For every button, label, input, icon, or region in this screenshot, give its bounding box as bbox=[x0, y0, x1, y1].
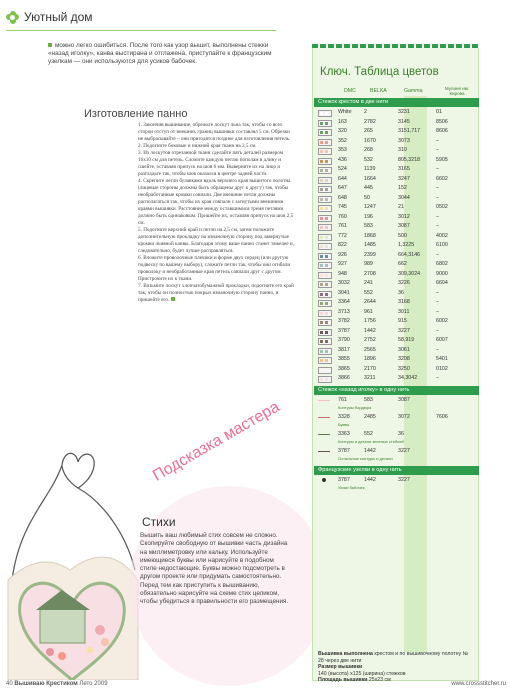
bullet-square-icon bbox=[48, 43, 52, 47]
cell-belka: 583 bbox=[364, 223, 373, 229]
cell-belka: 241 bbox=[364, 280, 373, 286]
cell-dmc: 3855 bbox=[338, 356, 350, 362]
cell-dmc: White bbox=[338, 109, 352, 115]
cell-gamma: 662 bbox=[398, 261, 407, 267]
cell-gamma: 3226 bbox=[398, 280, 410, 286]
cell-dmc: 3041 bbox=[338, 289, 350, 296]
thread-symbol-icon bbox=[318, 196, 332, 203]
thread-symbol-icon bbox=[318, 148, 332, 155]
section-french-knots: Французские узелки в одну нить bbox=[314, 466, 479, 475]
cell-dmc: 524 bbox=[338, 166, 347, 172]
cell-dmc: 745 bbox=[338, 204, 347, 210]
cell-kirova: 0102 bbox=[436, 365, 448, 372]
cell-dmc: 926 bbox=[338, 251, 347, 258]
cell-kirova: – bbox=[436, 375, 439, 381]
cell-kirova: – bbox=[436, 299, 439, 305]
thread-symbol-icon bbox=[318, 281, 332, 288]
backstitch-line-icon bbox=[318, 451, 330, 452]
cell-belka: 2644 bbox=[364, 299, 376, 305]
cell-gamma: 58,919 bbox=[398, 337, 415, 343]
thread-symbol-icon bbox=[318, 357, 332, 364]
cell-dmc: 353 bbox=[338, 147, 347, 153]
cell-gamma: 3087 bbox=[398, 396, 410, 403]
row-caption: Остальные контуры и детали bbox=[338, 455, 393, 461]
thread-symbol-icon bbox=[318, 338, 332, 345]
cell-kirova: 6002 bbox=[436, 318, 448, 324]
step-7: 7. Возьмите лоскут хлопчатобумажной прокладки, подогните его край так, чтобы он полностью покрыл изнаночную сторону панно, и пришейте его. bbox=[138, 283, 294, 303]
cell-kirova: – bbox=[436, 166, 439, 172]
cell-gamma: 3061 bbox=[398, 346, 410, 353]
section-title: Уютный дом bbox=[24, 10, 93, 24]
step-1: 1. Закончив вышивание, обрежьте лоскут льна так, чтобы со всех сторон отступ от внешних границ вышивки составлял 5 см. Обрезки не выбрасывайте – они пригодятся позднее для изготовления петель. bbox=[138, 122, 291, 142]
cell-kirova: 9000 bbox=[436, 270, 448, 277]
cell-belka: 1442 bbox=[364, 476, 376, 483]
cell-kirova: 6100 bbox=[436, 242, 448, 248]
cell-belka: 1139 bbox=[364, 166, 376, 172]
cell-dmc: 761 bbox=[338, 396, 347, 403]
legend-row bbox=[314, 317, 475, 327]
cell-belka: 1442 bbox=[364, 327, 376, 334]
legend-title: Ключ. Таблица цветов bbox=[320, 66, 439, 78]
cell-belka: 532 bbox=[364, 156, 373, 163]
thread-symbol-icon bbox=[318, 215, 332, 222]
legend-row bbox=[314, 260, 475, 270]
cell-kirova: 8606 bbox=[436, 128, 448, 134]
cell-kirova: 7606 bbox=[436, 413, 448, 420]
thread-symbol-icon bbox=[318, 367, 332, 374]
cell-belka: 2708 bbox=[364, 270, 376, 277]
cell-dmc: 948 bbox=[338, 270, 347, 277]
cell-belka: 445 bbox=[364, 185, 373, 191]
cell-gamma: 3087 bbox=[398, 223, 410, 229]
cell-dmc: 3328 bbox=[338, 413, 350, 420]
thread-symbol-icon bbox=[318, 110, 332, 117]
hanger-heart bbox=[62, 454, 94, 488]
cell-gamma: 3011 bbox=[398, 308, 410, 315]
cell-gamma: 3208 bbox=[398, 356, 410, 362]
cell-belka: 2 bbox=[364, 109, 367, 115]
cell-dmc: 163 bbox=[338, 118, 347, 125]
header-divider bbox=[6, 30, 276, 31]
intro-text: можно легко ошибиться. После того как узор вышит, выполнены стежки «назад иголку», канва выстирана и отглажена, приступайте к французским узелкам — они используются для усиков бабочек. bbox=[48, 42, 272, 66]
cell-kirova: 5401 bbox=[436, 356, 448, 362]
row-caption: Контуры и детали зеленых стеблей bbox=[338, 438, 404, 444]
tip-heading: Стихи bbox=[142, 515, 176, 529]
col-mouline: Мулине им. Кирова bbox=[444, 86, 470, 96]
thread-symbol-icon bbox=[318, 177, 332, 184]
cell-kirova: 6604 bbox=[436, 280, 448, 286]
row-caption: Буквы bbox=[338, 421, 350, 427]
col-dmc: DMC bbox=[344, 88, 356, 94]
row-caption: Усики бабочек bbox=[338, 484, 365, 490]
cell-kirova: 8506 bbox=[436, 118, 448, 125]
legend-row bbox=[314, 289, 475, 299]
legend-row bbox=[314, 396, 475, 413]
cell-kirova: – bbox=[436, 327, 439, 334]
backstitch-line-icon bbox=[318, 434, 330, 435]
thread-symbol-icon bbox=[318, 310, 332, 317]
cell-kirova: – bbox=[436, 147, 439, 153]
cell-gamma: 3227 bbox=[398, 476, 410, 483]
cell-dmc: 3787 bbox=[338, 447, 350, 454]
cell-dmc: 3817 bbox=[338, 346, 350, 353]
step-3: 3. Из лоскутов отрезанной ткани сделайте пять деталей размером 16х10 см для петель. Сложите каждую петлю пополам в длину и сшейте, оставляя припуск на шов 6 мм. Выверните их на лицо и разгладьте так, чтобы шов оказался в центре задней части. bbox=[138, 150, 284, 177]
legend-row bbox=[314, 476, 475, 493]
cell-dmc: 644 bbox=[338, 175, 347, 182]
cell-dmc: 3782 bbox=[338, 318, 350, 324]
legend-summary: Вышивка выполнена крестом и по вышивочному полотну № 28 через две нити Размер вышивки 140 (высота) х125 (ширина) стежков Площадь вышивки 25х23 см bbox=[318, 651, 469, 683]
cell-gamma: 3227 bbox=[398, 447, 410, 454]
cell-belka: 961 bbox=[364, 308, 373, 315]
cell-belka: 2565 bbox=[364, 346, 376, 353]
legend-row bbox=[314, 251, 475, 261]
legend-row bbox=[314, 374, 475, 384]
thread-symbol-icon bbox=[318, 205, 332, 212]
legend-row bbox=[314, 127, 475, 137]
legend-row bbox=[314, 156, 475, 166]
tip-label: Подсказка мастера bbox=[150, 398, 283, 485]
legend-row bbox=[314, 241, 475, 251]
cell-kirova: – bbox=[436, 289, 439, 296]
cell-gamma: 152 bbox=[398, 185, 407, 191]
cell-dmc: 3363 bbox=[338, 430, 350, 437]
cell-belka: 3211 bbox=[364, 375, 376, 381]
house-icon bbox=[40, 608, 85, 643]
cell-belka: 2782 bbox=[364, 118, 376, 125]
panel-heading: Изготовление панно bbox=[84, 108, 188, 120]
cell-gamma: 3151,717 bbox=[398, 128, 421, 134]
thread-symbol-icon bbox=[318, 319, 332, 326]
cell-dmc: 3866 bbox=[338, 375, 350, 381]
cell-belka: 552 bbox=[364, 430, 373, 437]
cell-belka: 1868 bbox=[364, 232, 376, 239]
thread-symbol-icon bbox=[318, 253, 332, 260]
instructions bbox=[138, 122, 296, 304]
cell-gamma: 500 bbox=[398, 232, 407, 239]
cell-belka: 989 bbox=[364, 261, 373, 267]
heart-sampler-illustration bbox=[0, 430, 140, 680]
intro-paragraph bbox=[48, 42, 273, 67]
cell-gamma: 34,3042 bbox=[398, 375, 418, 381]
cell-dmc: 3032 bbox=[338, 280, 350, 286]
thread-symbol-icon bbox=[318, 120, 332, 127]
cell-kirova: 01 bbox=[436, 109, 442, 115]
legend-row bbox=[314, 203, 475, 213]
step-5: 5. Подогните верхний край и петли на 2,5 см, затем положите дополнительную прокладку на изнаночную сторону под завернутые кромки льняной канвы. Благодаря этому ваше панно станет тяжелее и, следовательно, будет лучше расправляться. bbox=[138, 227, 294, 254]
cell-dmc: 3787 bbox=[338, 476, 350, 483]
thread-symbol-icon bbox=[318, 272, 332, 279]
legend-row bbox=[314, 213, 475, 223]
legend-row bbox=[314, 165, 475, 175]
cell-belka: 1664 bbox=[364, 175, 376, 182]
cell-dmc: 761 bbox=[338, 223, 347, 229]
legend-columns bbox=[320, 88, 475, 97]
cell-dmc: 3787 bbox=[338, 327, 350, 334]
cell-belka: 1896 bbox=[364, 356, 376, 362]
cell-gamma: 664,3146 bbox=[398, 251, 421, 258]
cell-belka: 583 bbox=[364, 396, 373, 403]
cell-belka: 2752 bbox=[364, 337, 376, 343]
cell-gamma: 1,3225 bbox=[398, 242, 415, 248]
legend-row bbox=[314, 327, 475, 337]
thread-symbol-icon bbox=[318, 234, 332, 241]
legend-row bbox=[314, 118, 475, 128]
thread-symbol-icon bbox=[318, 158, 332, 165]
legend-row bbox=[314, 346, 475, 356]
thread-symbol-icon bbox=[318, 167, 332, 174]
tip-text: Вышить ваш любимый стих совсем не сложно. Скопируйте свободную от вышивки часть дизайна на миллиметровку или кальку. Используйте имеющиеся буквы или нарисуйте в подобном стиле недостающие. Буквы можно подсмотреть в другом проекте или придумать самостоятельно. Перед тем как приступить к вышиванию, обязательно нарисуйте на схеме стих целиком, чтобы убедиться в правильности его размещения. bbox=[140, 532, 289, 606]
cell-kirova: – bbox=[436, 346, 439, 353]
thread-symbol-icon bbox=[318, 348, 332, 355]
cell-gamma: 3231 bbox=[398, 109, 410, 115]
cell-gamma: 36 bbox=[398, 430, 404, 437]
cell-belka: 1442 bbox=[364, 447, 376, 454]
cell-gamma: 3044 bbox=[398, 194, 410, 201]
french-knot-icon bbox=[322, 478, 326, 482]
thread-symbol-icon bbox=[318, 243, 332, 250]
cell-dmc: 3865 bbox=[338, 365, 350, 372]
cell-gamma: 310 bbox=[398, 147, 407, 153]
cell-belka: 50 bbox=[364, 194, 370, 201]
cell-dmc: 3713 bbox=[338, 308, 350, 315]
thread-symbol-icon bbox=[318, 300, 332, 307]
legend-row bbox=[314, 137, 475, 147]
cell-dmc: 320 bbox=[338, 128, 347, 134]
cell-kirova: – bbox=[436, 251, 439, 258]
legend-row bbox=[314, 355, 475, 365]
cell-belka: 2170 bbox=[364, 365, 376, 372]
cell-dmc: 772 bbox=[338, 232, 347, 239]
cell-gamma: 3012 bbox=[398, 213, 410, 220]
cell-dmc: 3790 bbox=[338, 337, 350, 343]
cell-dmc: 822 bbox=[338, 242, 347, 248]
cell-belka: 196 bbox=[364, 213, 373, 220]
legend-row bbox=[314, 279, 475, 289]
cell-gamma: 3247 bbox=[398, 175, 410, 182]
legend-row bbox=[314, 336, 475, 346]
cell-dmc: 352 bbox=[338, 137, 347, 144]
cell-belka: 1485 bbox=[364, 242, 376, 248]
cell-belka: 1756 bbox=[364, 318, 376, 324]
legend-row bbox=[314, 413, 475, 430]
cell-dmc: 436 bbox=[338, 156, 347, 163]
website: www.crossstitcher.ru bbox=[451, 681, 506, 687]
cell-kirova: 0502 bbox=[436, 204, 448, 210]
section-cross-stitch: Стежок крестом в две нити bbox=[314, 98, 479, 107]
cell-gamma: 805,3218 bbox=[398, 156, 421, 163]
row-caption: Контуры бордюра bbox=[338, 404, 372, 410]
cell-gamma: 3073 bbox=[398, 137, 410, 144]
thread-symbol-icon bbox=[318, 376, 332, 383]
thread-symbol-icon bbox=[318, 129, 332, 136]
cell-kirova: – bbox=[436, 223, 439, 229]
cell-dmc: 3364 bbox=[338, 299, 350, 305]
cell-belka: 2399 bbox=[364, 251, 376, 258]
legend-row bbox=[314, 430, 475, 447]
backstitch-line-icon bbox=[318, 400, 330, 401]
thread-symbol-icon bbox=[318, 329, 332, 336]
legend-row bbox=[314, 184, 475, 194]
cell-dmc: 647 bbox=[338, 185, 347, 191]
cell-gamma: 3227 bbox=[398, 327, 410, 334]
flower-icon bbox=[6, 11, 19, 24]
cell-gamma: 3250 bbox=[398, 365, 410, 372]
cell-gamma: 3072 bbox=[398, 413, 410, 420]
cell-belka: 1670 bbox=[364, 137, 376, 144]
backstitch-line-icon bbox=[318, 417, 330, 418]
thread-symbol-icon bbox=[318, 186, 332, 193]
section-backstitch: Стежок «назад иголку» в одну нить bbox=[314, 386, 479, 395]
cell-gamma: 3168 bbox=[398, 299, 410, 305]
cell-belka: 1247 bbox=[364, 204, 376, 210]
cell-kirova: 6007 bbox=[436, 337, 448, 343]
col-gamma: Gamma bbox=[404, 88, 423, 94]
legend-row bbox=[314, 232, 475, 242]
cell-belka: 268 bbox=[364, 147, 373, 153]
legend-row bbox=[314, 308, 475, 318]
cell-kirova: – bbox=[436, 213, 439, 220]
cell-kirova: – bbox=[436, 137, 439, 144]
end-square-icon bbox=[171, 297, 175, 301]
col-belka: BELKA bbox=[370, 88, 387, 94]
legend-row bbox=[314, 108, 475, 118]
cell-belka: 265 bbox=[364, 128, 373, 134]
cell-kirova: 5905 bbox=[436, 156, 448, 163]
cell-kirova: – bbox=[436, 308, 439, 315]
cell-belka: 2485 bbox=[364, 413, 376, 420]
thread-symbol-icon bbox=[318, 224, 332, 231]
cell-gamma: 21 bbox=[398, 204, 404, 210]
cell-dmc: 648 bbox=[338, 194, 347, 201]
step-2: 2. Подогните боковые и нижний края ткани на 2,5 см. bbox=[138, 143, 257, 149]
legend-row bbox=[314, 270, 475, 280]
legend-row bbox=[314, 447, 475, 464]
legend-row bbox=[314, 194, 475, 204]
step-6: 6. Вложите проволочные плечики и форме двух сердец (или другую подвеску по вашему выбору), сложите петли так, чтобы они огибали проволоку и необработанные края петель совпали друг с другом. Пристрочите их к ткани. bbox=[138, 255, 291, 282]
legend-stripe bbox=[312, 44, 479, 48]
thread-symbol-icon bbox=[318, 291, 332, 298]
cell-belka: 552 bbox=[364, 289, 373, 296]
thread-symbol-icon bbox=[318, 262, 332, 269]
cell-kirova: – bbox=[436, 194, 439, 201]
cell-gamma: 309,3024 bbox=[398, 270, 421, 277]
page-number-line: 40 Вышиваю Крестиком Лето 2009 bbox=[6, 681, 108, 687]
cell-kirova: 6802 bbox=[436, 261, 448, 267]
section-header bbox=[6, 6, 93, 28]
cell-kirova: 6602 bbox=[436, 175, 448, 182]
legend-row bbox=[314, 365, 475, 375]
cell-dmc: 760 bbox=[338, 213, 347, 220]
step-4: 4. Скрепите петли булавками вдоль верхнего края вышитого полотна (лицевые стороны должны быть обращены друг к другу) так, чтобы необработанные кромки совпали. Две внешние петли должны располагаться так, чтобы их края совпали с загнутыми внешними краями вышивки. Расстояние между оставшимися тремя петлями должно быть одинаковым. Пришейте их, оставляя припуск на шов 2,5 см. bbox=[138, 178, 294, 226]
cell-gamma: 36 bbox=[398, 289, 404, 296]
legend-row bbox=[314, 222, 475, 232]
cell-gamma: 3165 bbox=[398, 166, 410, 172]
cell-kirova: – bbox=[436, 185, 439, 191]
cell-dmc: 927 bbox=[338, 261, 347, 267]
legend-row bbox=[314, 175, 475, 185]
hanger-wire bbox=[12, 453, 78, 580]
cell-gamma: 915 bbox=[398, 318, 407, 324]
cell-kirova: 4002 bbox=[436, 232, 448, 239]
cell-gamma: 3145 bbox=[398, 118, 410, 125]
thread-symbol-icon bbox=[318, 139, 332, 146]
legend-row bbox=[314, 298, 475, 308]
legend-row bbox=[314, 146, 475, 156]
